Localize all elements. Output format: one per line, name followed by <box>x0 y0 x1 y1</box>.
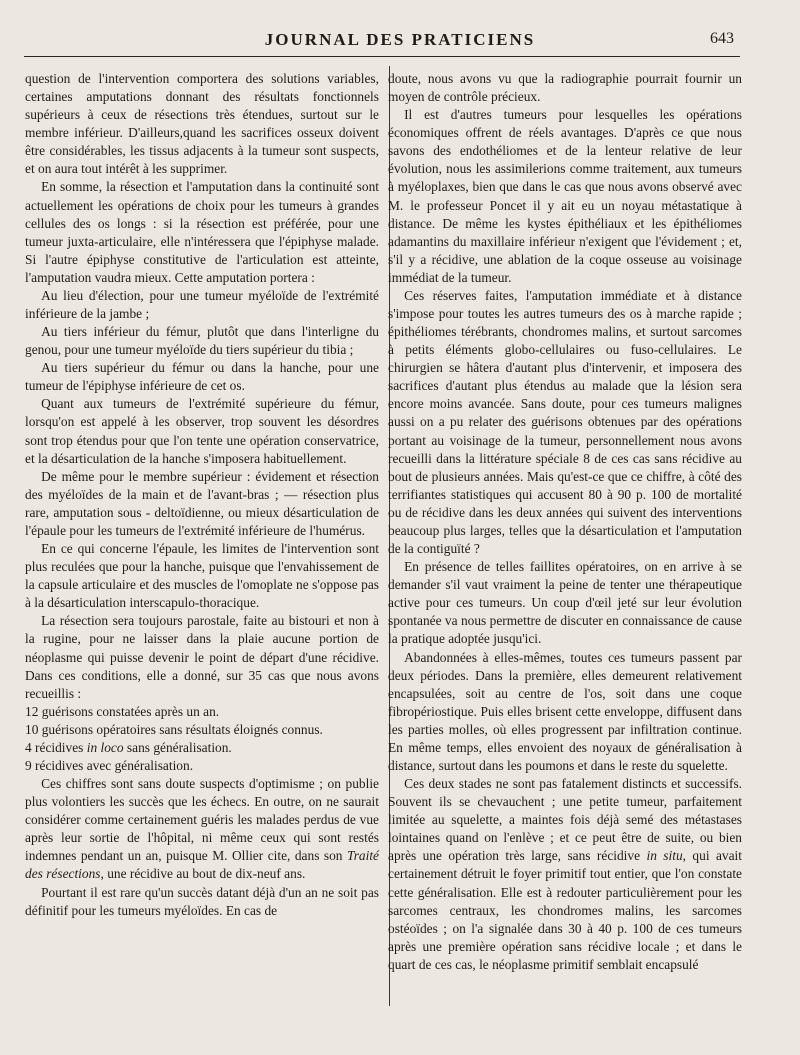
list-item: 12 guérisons constatées après un an. <box>25 703 220 719</box>
paragraph: En somme, la résection et l'amputation dans la continuité sont actuellement les opérations de choix pour les tumeurs à grandes cellules des os longs : si la résection est préférée, pour une tumeur juxta-articulaire, elle n'intéressera que l'épiphyse malade. Si l'autre épiphyse constitutive de l'articulation est atteinte, l'amputation vaudra mieux. Cette amputation portera : <box>25 179 379 285</box>
paragraph: En ce qui concerne l'épaule, les limites de l'intervention sont plus reculées que pour la hanche, puisque que l'envahissement de la capsule articulaire et des muscles de l'omoplate ne s'oppose pas à la désarticulation interscapulo-thoracique. <box>25 541 379 611</box>
italic-term: in situ <box>646 848 683 864</box>
left-column <box>25 70 379 920</box>
paragraph: Au tiers inférieur du fémur, plutôt que dans l'interligne du genou, pour une tumeur myéloïde du tiers supérieur du tibia ; <box>25 324 379 358</box>
right-column <box>388 70 742 974</box>
text-run: Ces deux stades ne sont pas fatalement distincts et successifs. Souvent ils se chevauchent ; une petite tumeur, parfaitement limitée au squelette, a maintes fois déjà semé des métastases lointaines quand on l'enlève ; et ce peut être de suite, ou bien après une opération très large, sans récidive <box>388 776 742 864</box>
page-number: 643 <box>710 30 734 47</box>
paragraph: Au tiers supérieur du fémur ou dans la hanche, pour une tumeur de l'épiphyse inférieure de cet os. <box>25 360 379 394</box>
paragraph <box>25 775 379 883</box>
paragraph: Abandonnées à elles-mêmes, toutes ces tumeurs passent par deux périodes. Dans la première, elles demeurent relativement encapsulées, soit au centre de l'os, soit dans une coque fibropériostique. Puis elles brisent cette enveloppe, diffusent dans les parties molles, où elles progressent par infiltration continue. En même temps, elles envoient des noyaux de généralisation à distance, surtout dans les poumons et dans le reste du squelette. <box>388 649 742 773</box>
text-run: 4 récidives <box>25 739 87 755</box>
paragraph: En présence de telles faillites opératoires, on en arrive à se demander s'il vaut vraiment la peine de tenter une thérapeutique active pour ces tumeurs. Un coup d'œil jeté sur leur évolution spontanée va nous permettre de discuter en connaissance de cause la pratique adoptée jusqu'ici. <box>388 559 742 647</box>
text-run: , qui avait certainement détruit le foyer primitif tout entier, que l'on constate cette généralisation. Elle est à redouter particulièrement pour les sarcomes centraux, les chondromes malins, les sarcomes ostéoïdes ; on l'a signalée dans 30 à 40 p. 100 de ces tumeurs après une première opération sans récidive locale ; et dans le quart de ces cas, le néoplasme primitif semblait encapsulé <box>388 848 742 972</box>
list-item: 9 récidives avec généralisation. <box>25 757 194 773</box>
paragraph: doute, nous avons vu que la radiographie pourrait fournir un moyen de contrôle précieux. <box>388 71 742 105</box>
text-run: sans généralisation. <box>123 739 232 755</box>
paragraph: Quant aux tumeurs de l'extrémité supérieure du fémur, lorsqu'on est appelé à les observer, trop souvent les désordres sont trop étendus pour que l'on tente une opération conservatrice, et la désarticulation de la hanche s'imposera habituellement. <box>25 396 379 466</box>
list-item <box>25 739 379 757</box>
paragraph <box>388 775 742 974</box>
paragraph: Pourtant il est rare qu'un succès datant déjà d'un an ne soit pas définitif pour les tumeurs myéloïdes. En cas de <box>25 884 379 918</box>
paragraph: La résection sera toujours parostale, faite au bistouri et non à la rugine, pour ne laisser dans la plaie aucune portion de néoplasme qui puisse devenir le point de départ d'une récidive. Dans ces conditions, elle a donné, sur 35 cas que nous avons recueillis : <box>25 613 379 701</box>
italic-term: in loco <box>86 739 124 755</box>
italic-term: Traité des résections <box>25 848 379 882</box>
paragraph: De même pour le membre supérieur : évidement et résection des myéloïdes de la main et de l'avant-bras ; — résection plus rare, amputation sous - deltoïdienne, ou mieux désarticulation de l'épaule pour les tumeurs de l'extrémité inférieure de l'humérus. <box>25 468 379 538</box>
text-run: , une récidive au bout de dix-neuf ans. <box>100 866 306 882</box>
paragraph: question de l'intervention comportera des solutions variables, certaines amputations donnant des résultats fonctionnels supérieurs à ceux de résections très étendues, surtout sur le membre inférieur. D'ailleurs,quand les sacrifices osseux doivent être considérables, les tissus adjacents à la tumeur sont suspects, et on aura tout intérêt à les supprimer. <box>25 71 379 177</box>
text-run: Ces chiffres sont sans doute suspects d'optimisme ; on publie plus volontiers les succès que les échecs. En outre, on ne saurait considérer comme certainement guéris les malades perdus de vue après leur sortie de l'hôpital, ni même ceux qui sont restés indemnes pendant un an, puisque M. Ollier cite, dans son <box>25 776 379 864</box>
paragraph: Il est d'autres tumeurs pour lesquelles les opérations économiques offrent de réels avantages. D'après ce que nous savons des endothéliomes et de la lenteur relative de leur évolution, nous les assimilerions comme traitement, aux tumeurs à myéloplaxes, bien que dans le cas que nous avons observé avec M. le professeur Poncet il y ait eu un noyau métastatique à distance. De même les kystes épithéliaux et les épithéliomes adamantins du maxillaire inférieur n'exigent que l'évidement ; et, s'il y a récidive, une ablation de la coque osseuse au voisinage immédiat de la tumeur. <box>388 107 742 285</box>
paragraph: Ces réserves faites, l'amputation immédiate et à distance s'impose pour toutes les autres tumeurs des os à marche rapide ; épithéliomes térébrants, chondromes malins, et surtout sarcomes à petits éléments globo-cellulaires ou fuso-cellulaires. Le chirurgien se hâtera d'autant plus d'intervenir, et imposera des sacrifices d'autant plus étendus au malade que la lésion sera encore moins avancée. Sans doute, pour ces tumeurs malignes aussi on a pu relater des guérisons obtenues par des opérations portant au voisinage de la tumeur, personnellement nous avons recueilli dans la littérature spéciale 8 de ces cas sans récidive au bout de plusieurs années. Mais qu'est-ce que ce chiffre, à côté des terrifiantes statistiques qui accusent 80 à 90 p. 100 de mortalité ou de récidive dans les deux années qui suivent des interventions beaucoup plus larges, telles que la désarticulation et l'amputation de la contiguïté ? <box>388 287 742 557</box>
header-rule <box>24 56 740 57</box>
list-item: 10 guérisons opératoires sans résultats éloignés connus. <box>25 721 323 737</box>
paragraph: Au lieu d'élection, pour une tumeur myéloïde de l'extrémité inférieure de la jambe ; <box>25 287 379 322</box>
running-title: JOURNAL DES PRATICIENS <box>264 30 536 49</box>
page-header <box>0 0 800 56</box>
